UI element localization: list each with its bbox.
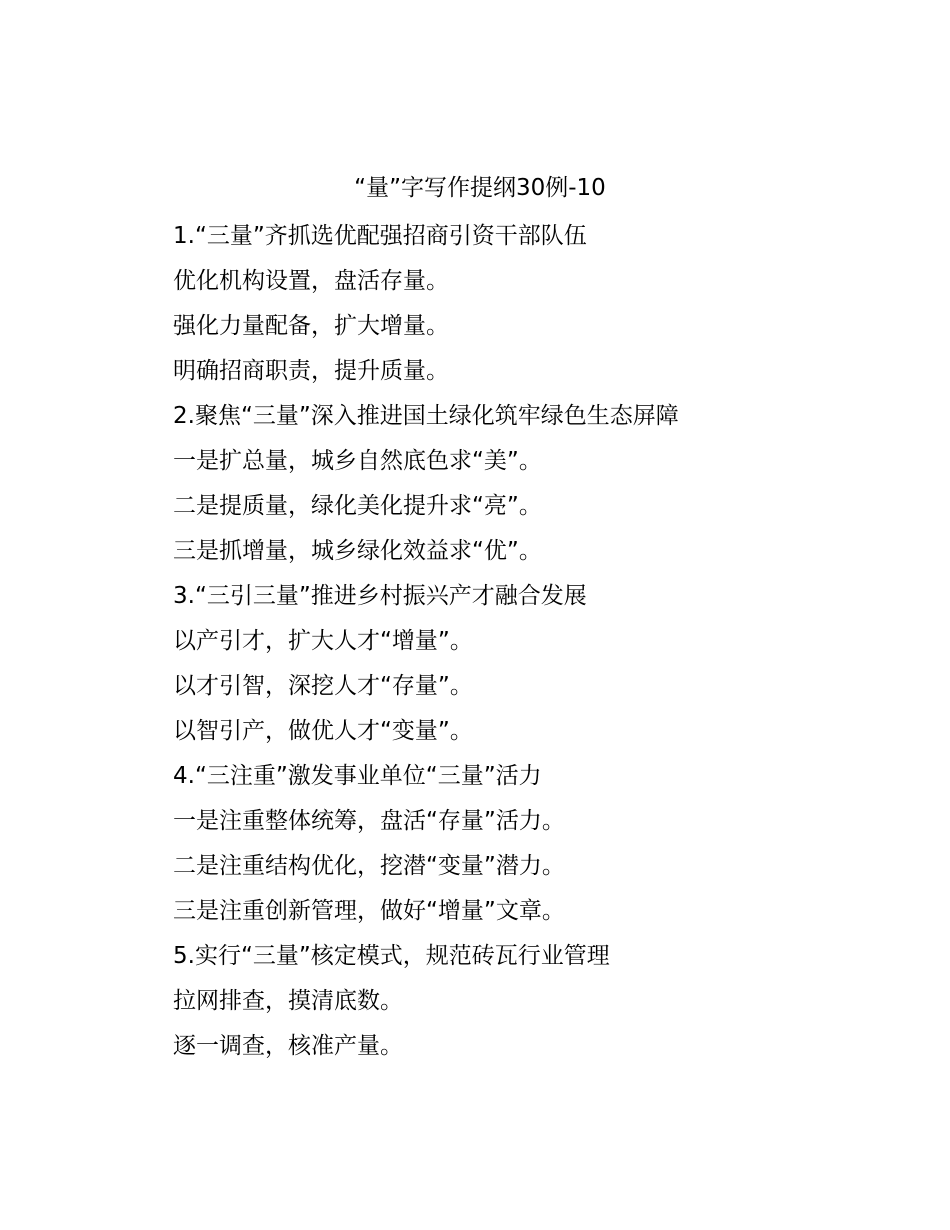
document-body <box>173 214 893 1069</box>
body-line: 一是注重整体统筹，盘活“存量”活力。 <box>173 808 565 834</box>
body-line: 以智引产，做优人才“变量”。 <box>173 718 473 744</box>
heading-1: 1.“三量”齐抓选优配强招商引资干部队伍 <box>173 223 587 249</box>
heading-5: 5.实行“三量”核定模式，规范砖瓦行业管理 <box>173 943 610 969</box>
body-line: 拉网排查，摸清底数。 <box>173 988 403 1014</box>
body-line: 以产引才，扩大人才“增量”。 <box>173 628 473 654</box>
heading-4: 4.“三注重”激发事业单位“三量”活力 <box>173 763 542 789</box>
heading-3: 3.“三引三量”推进乡村振兴产才融合发展 <box>173 583 587 609</box>
body-line: 一是扩总量，城乡自然底色求“美”。 <box>173 448 542 474</box>
body-line: 逐一调查，核准产量。 <box>173 1033 403 1059</box>
document-title: “量”字写作提纲30例-10 <box>354 175 606 201</box>
body-line: 三是注重创新管理，做好“增量”文章。 <box>173 898 565 924</box>
body-line: 以才引智，深挖人才“存量”。 <box>173 673 473 699</box>
body-line: 优化机构设置，盘活存量。 <box>173 268 449 294</box>
body-line: 二是提质量，绿化美化提升求“亮”。 <box>173 493 542 519</box>
body-line: 三是抓增量，城乡绿化效益求“优”。 <box>173 538 542 564</box>
body-line: 二是注重结构优化，挖潜“变量”潜力。 <box>173 853 565 879</box>
heading-2: 2.聚焦“三量”深入推进国土绿化筑牢绿色生态屏障 <box>173 403 679 429</box>
body-line: 强化力量配备，扩大增量。 <box>173 313 449 339</box>
body-line: 明确招商职责，提升质量。 <box>173 358 449 384</box>
